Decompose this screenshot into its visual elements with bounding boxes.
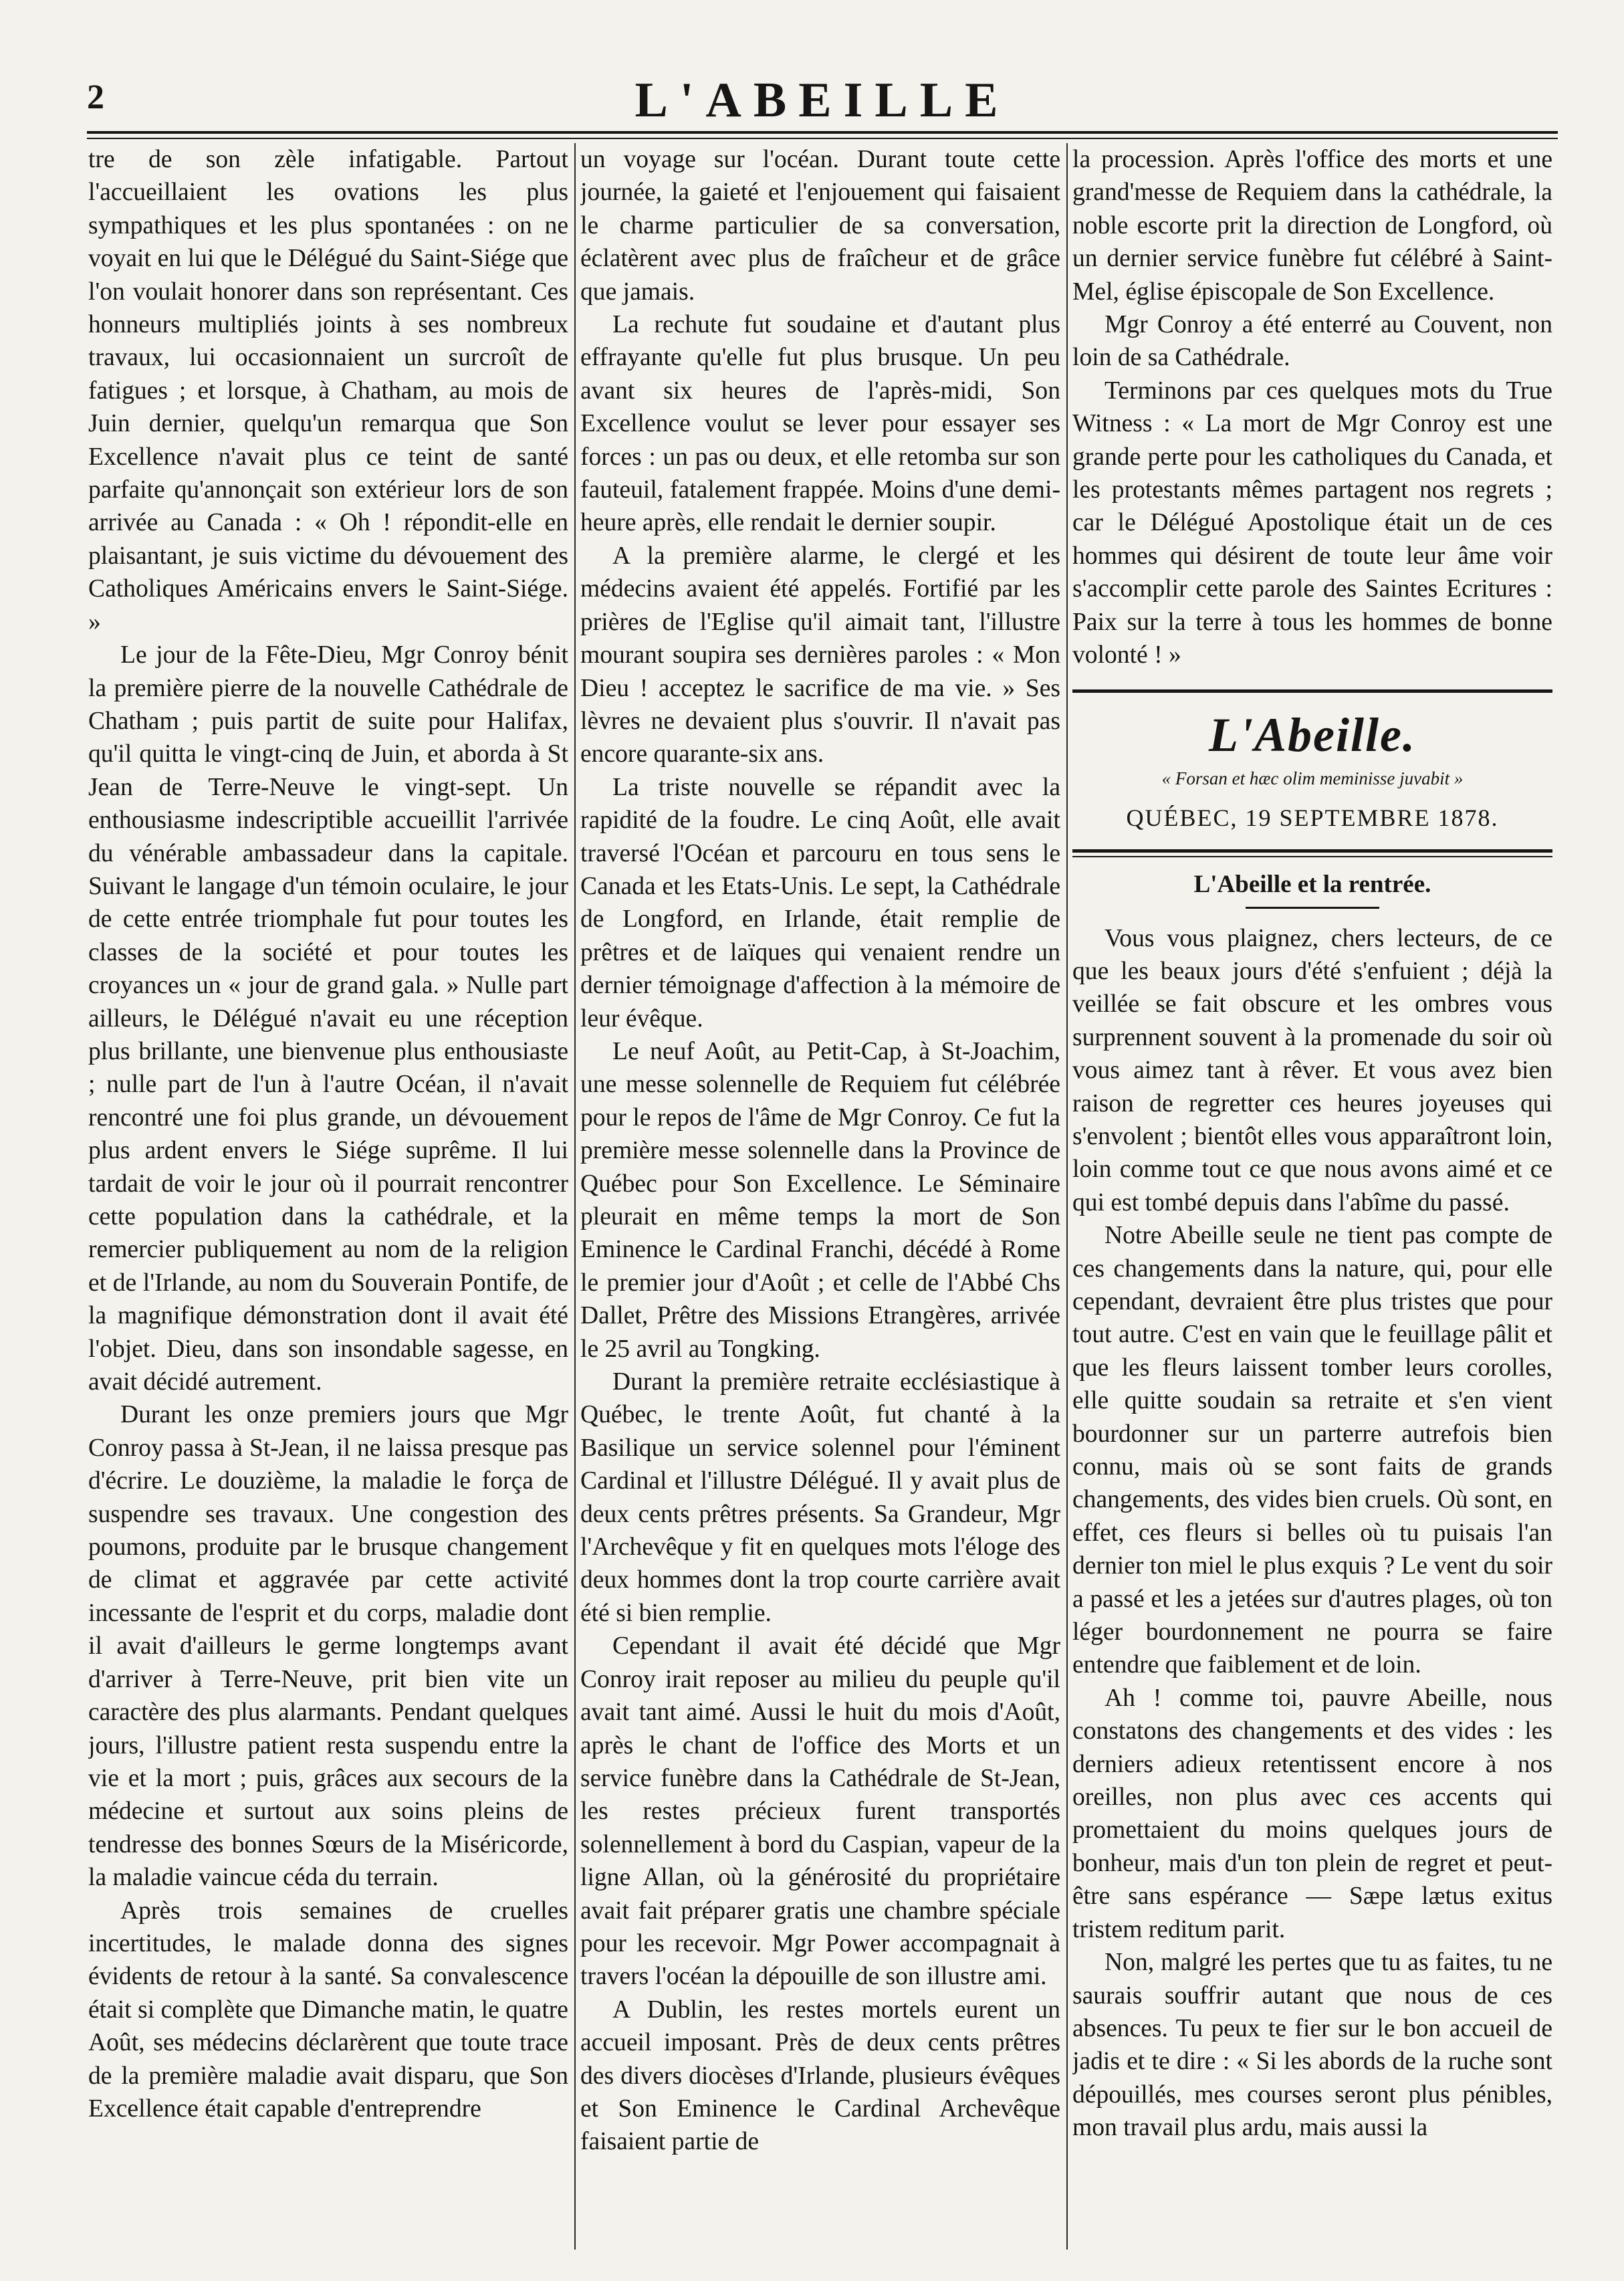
title-rule: [1246, 907, 1379, 909]
masthead: L'ABEILLE: [634, 73, 1010, 128]
article-paragraph: A la première alarme, le clergé et les médecins avaient été appelés. Fortifié par les prières de l'Eglise qu'il aimait tant, l'illustre mourant soupira ses dernières paroles : « Mon Dieu ! acceptez le sacrifice de ma vie. » Ses lèvres ne devaient plus s'ouvrir. Il n'avait pas encore quarante-six ans.: [580, 542, 1060, 768]
article-paragraph: Vous vous plaignez, chers lecteurs, de ce que les beaux jours d'été s'enfuient ; déjà la veillée se fait obscure et les ombres vous surprennent souvent à la promenade du soir où vous aimez tant à rêver. Et vous avez bien raison de regretter ces heures joyeuses qui s'envolent ; bientôt elles vous apparaîtront loin, loin comme tout ce que nous avons aimé et ce qui est tombé depuis dans l'abîme du passé.: [1072, 924, 1552, 1216]
dateline: QUÉBEC, 19 SEPTEMBRE 1878.: [1126, 804, 1499, 831]
article-paragraph: tre de son zèle infatigable. Partout l'accueillaient les ovations les plus sympathiques et les plus spontanées : on ne voyait en lui que le Délégué du Saint-Siége que l'on voulait honorer dans son représentant. Ces honneurs multipliés joints à ses nombreux travaux, lui occasionnaient un surcroît de fatigues ; et lorsque, à Chatham, au mois de Juin dernier, quelqu'un remarqua que Son Excellence n'avait plus ce teint de santé parfaite qu'annonçait son extérieur lors de son arrivée au Canada : « Oh ! répondit-elle en plaisantant, je suis victime du dévouement des Catholiques Américains envers le Saint-Siége. »: [88, 146, 568, 636]
article-paragraph: un voyage sur l'océan. Durant toute cette journée, la gaieté et l'enjouement qui faisaient le charme particulier de sa conversation, éclatèrent avec plus de fraîcheur et de grâce que jamais.: [580, 146, 1060, 306]
page-header: [87, 72, 1558, 132]
article-paragraph: la procession. Après l'office des morts et une grand'messe de Requiem dans la cathédrale, la noble escorte prit la direction de Longford, où un dernier service funèbre fut célébré à Saint-Mel, église épiscopale de Son Excellence.: [1072, 146, 1552, 306]
column-divider: [574, 143, 576, 2250]
header-rule: [87, 131, 1558, 139]
article-paragraph: A Dublin, les restes mortels eurent un accueil imposant. Près de deux cents prêtres des divers diocèses d'Irlande, plusieurs évêques et Son Eminence le Cardinal Archevêque faisaient partie de: [580, 1995, 1060, 2156]
article-paragraph: Notre Abeille seule ne tient pas compte de ces changements dans la nature, qui, pour elle cependant, devraient être plus tristes que pour tout autre. C'est en vain que le feuillage pâlit et que les fleurs laissent tomber leurs corolles, elle quitte soudain sa retraite et s'en vient bourdonner sur un parterre autrefois bien connu, mais où se sont faits de grands changements, des vides bien cruels. Où sont, en effet, ces fleurs si belles où tu puisais l'an dernier ton miel le plus exquis ? Le vent du soir a passé et les a jetées sur d'autres plages, où ton léger bourdonnement ne pourra se faire entendre que faiblement et de loin.: [1072, 1222, 1552, 1679]
article-paragraph: Le jour de la Fête-Dieu, Mgr Conroy bénit la première pierre de la nouvelle Cathédrale de Chatham ; puis partit de suite pour Halifax, qu'il quitta le vingt-cinq de Juin, et aborda à St Jean de Terre-Neuve le vingt-sept. Un enthousiasme indescriptible accueillit l'arrivée du vénérable ambassadeur dans la capitale. Suivant le langage d'un témoin oculaire, le jour de cette entrée triomphale fut pour toutes les classes de la société et pour toutes les croyances un « jour de grand gala. » Nulle part ailleurs, le Délégué n'avait eu une réception plus brillante, une bienvenue plus enthousiaste ; nulle part de l'un à l'autre Océan, il n'avait rencontré une foi plus grande, un dévouement plus ardent envers le Siége suprême. Il lui tardait de voir le jour où il pourrait rencontrer cette population dans la cathédrale, et la remercier publiquement au nom de la religion et de l'Irlande, au nom du Souverain Pontife, de la magnifique démonstration dont il avait été l'objet. Dieu, dans son insondable sagesse, en avait décidé autrement.: [88, 641, 568, 1396]
article-paragraph: Après trois semaines de cruelles incertitudes, le malade donna des signes évidents de retour à la santé. Sa convalescence était si complète que Dimanche matin, le quatre Août, ses médecins déclarèrent que toute trace de la première maladie avait disparu, que Son Excellence était capable d'entreprendre: [88, 1896, 568, 2123]
column-3: [1072, 143, 1552, 2256]
section-rule: [1072, 849, 1552, 857]
article-paragraph: Durant les onze premiers jours que Mgr Conroy passa à St-Jean, il ne laissa presque pas d'écrire. Le douzième, la maladie le força de suspendre ses travaux. Une congestion des poumons, produite par le brusque changement de climat et aggravée par cette activité incessante de l'esprit et du corps, maladie dont il avait d'ailleurs le germe longtemps avant d'arriver à Terre-Neuve, prit bien vite un caractère des plus alarmants. Pendant quelques jours, l'illustre patient resta suspendu entre la vie et la mort ; puis, grâces aux secours de la médecine et surtout aux soins pleins de tendresse des bonnes Sœurs de la Miséricorde, la maladie vaincue céda du terrain.: [88, 1401, 568, 1892]
page-number: 2: [87, 78, 104, 116]
article-paragraph: Ah ! comme toi, pauvre Abeille, nous constatons des changements et des vides : les derniers adieux retentissent encore à nos oreilles, non plus avec ces accents qui promettaient du moins quelques jours de bonheur, mais d'un ton plein de regret et peut-être sans espérance — Sæpe lætus exitus tristem reditum parit.: [1072, 1684, 1552, 1943]
motto: « Forsan et hæc olim meminisse juvabit »: [1161, 768, 1464, 788]
article-paragraph: Terminons par ces quelques mots du True Witness : « La mort de Mgr Conroy est une grande perte pour les catholiques du Canada, et les protestants mêmes partagent nos regrets ; car le Délégué Apostolique était un de ces hommes qui désirent de toute leur âme voir s'accomplir cette parole des Saintes Ecritures : Paix sur la terre à tous les hommes de bonne volonté ! »: [1072, 376, 1552, 669]
article-paragraph: Le neuf Août, au Petit-Cap, à St-Joachim, une messe solennelle de Requiem fut célébrée pour le repos de l'âme de Mgr Conroy. Ce fut la première messe solennelle dans la Province de Québec pour Son Excellence. Le Séminaire pleurait en même temps la mort de Son Eminence le Cardinal Franchi, décédé à Rome le premier jour d'Août ; et celle de l'Abbé Chs Dallet, Prêtre des Missions Etrangères, arrivée le 25 avril au Tongking.: [580, 1037, 1060, 1363]
article-paragraph: Durant la première retraite ecclésiastique à Québec, le trente Août, fut chanté à la Basilique un service solennel pour l'éminent Cardinal et l'illustre Délégué. Il y avait plus de deux cents prêtres présents. Sa Grandeur, Mgr l'Archevêque y fit en quelques mots l'éloge des deux hommes dont la trop courte carrière avait été si bien remplie.: [580, 1368, 1060, 1627]
column-divider: [1066, 143, 1068, 2250]
section-rule: [1072, 689, 1552, 693]
column-1: [88, 143, 568, 2256]
article-paragraph: Cependant il avait été décidé que Mgr Conroy irait reposer au milieu du peuple qu'il avait tant aimé. Aussi le huit du mois d'Août, après le chant de l'office des Morts et un service funèbre dans la Cathédrale de St-Jean, les restes précieux furent transportés solennellement à bord du Caspian, vapeur de la ligne Allan, où la générosité du propriétaire avait fait préparer gratis une chambre spéciale pour les recevoir. Mgr Power accompagnait à travers l'océan la dépouille de son illustre ami.: [580, 1632, 1060, 1991]
article-paragraph: Non, malgré les pertes que tu as faites, tu ne saurais souffrir autant que nous de ces absences. Tu peux te fier sur le bon accueil de jadis et te dire : « Si les abords de la ruche sont dépouillés, mes courses seront plus pénibles, mon travail plus ardu, mais aussi la: [1072, 1949, 1552, 2142]
column-2: [580, 143, 1060, 2256]
article-paragraph: La rechute fut soudaine et d'autant plus effrayante qu'elle fut plus brusque. Un peu avant six heures de l'après-midi, Son Excellence voulut se lever pour essayer ses forces : un pas ou deux, et elle retomba sur son fauteuil, fatalement frappée. Moins d'une demi-heure après, elle rendait le dernier soupir.: [580, 311, 1060, 537]
article-paragraph: La triste nouvelle se répandit avec la rapidité de la foudre. Le cinq Août, elle avait traversé l'Océan et parcouru en tous sens le Canada et les Etats-Unis. Le sept, la Cathédrale de Longford, en Irlande, était remplie de prêtres et de laïques qui venaient rendre un dernier témoignage d'affection à la mémoire de leur évêque.: [580, 773, 1060, 1033]
article-paragraph: Mgr Conroy a été enterré au Couvent, non loin de sa Cathédrale.: [1072, 311, 1552, 372]
nameplate: L'Abeille.: [1209, 708, 1416, 762]
section-title: L'Abeille et la rentrée.: [1193, 870, 1431, 898]
